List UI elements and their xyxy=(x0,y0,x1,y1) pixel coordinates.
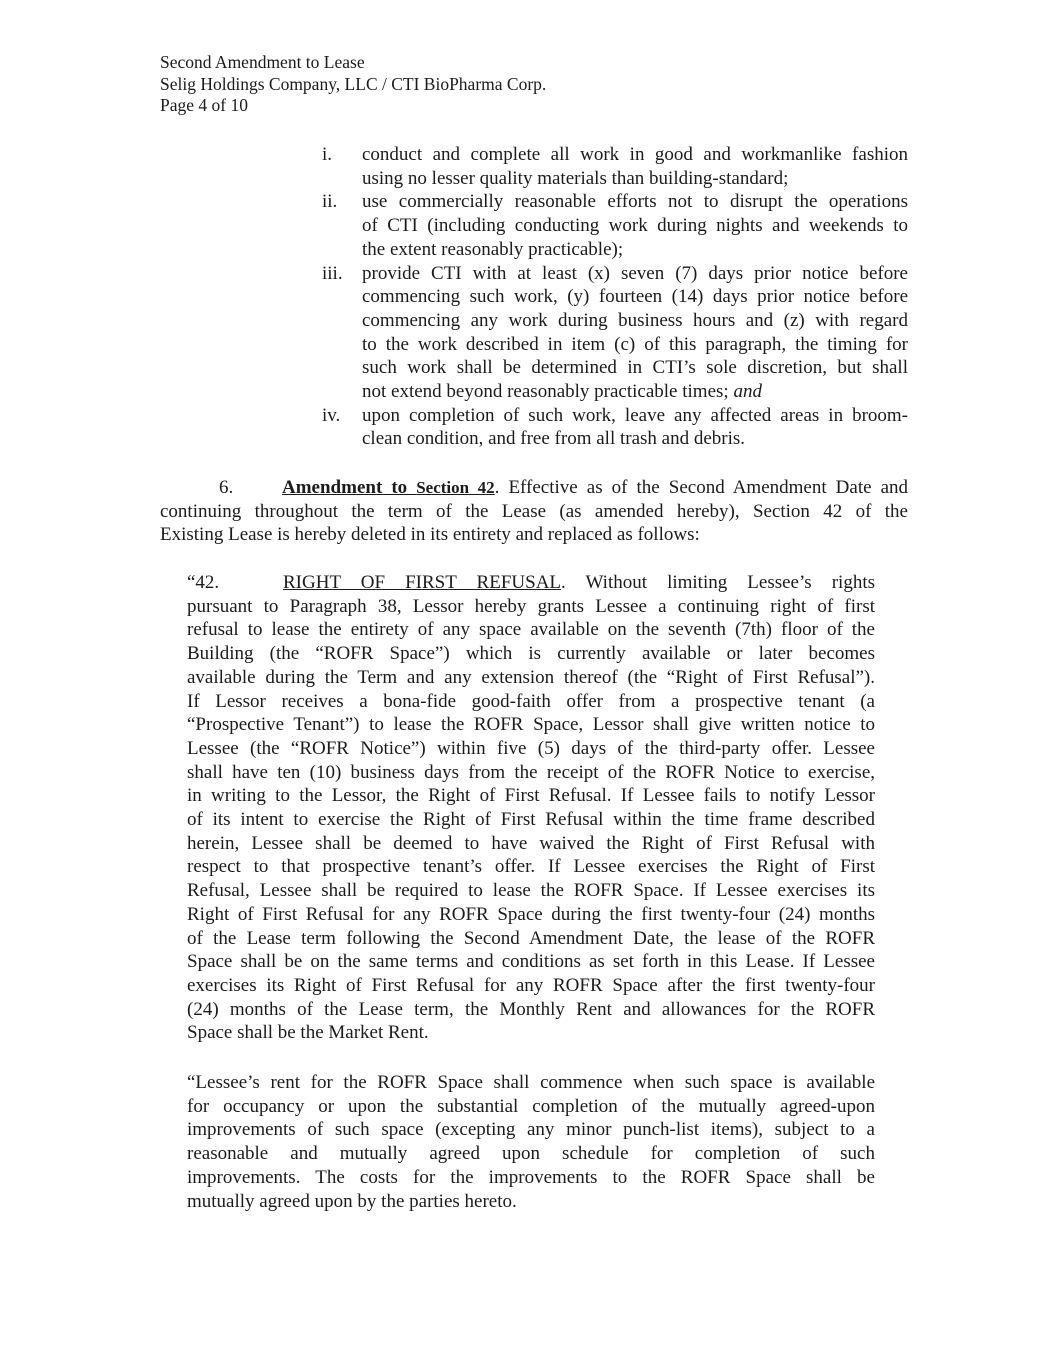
list-item-line: the extent reasonably practicable); xyxy=(362,238,624,260)
rent-paragraph-line: improvements of such space (excepting any minor punch-list items), subject to a xyxy=(187,1119,875,1141)
section-42-line: Refusal, Lessee shall be required to lease the ROFR Space. If Lessee exercises its xyxy=(187,880,875,902)
list-item-line: use commercially reasonable efforts not to disrupt the operations xyxy=(362,191,908,213)
list-item xyxy=(300,190,908,261)
section-42-first-line-rest: Without limiting Lessee’s rights xyxy=(585,572,875,593)
list-item-line: upon completion of such work, leave any affected areas in broom- xyxy=(362,404,908,426)
header-title: Second Amendment to Lease xyxy=(160,52,365,72)
list-item-line: clean condition, and free from all trash and debris. xyxy=(362,428,746,450)
italic-conjunction: and xyxy=(733,381,762,403)
list-item-line: commencing such work, (y) fourteen (14) days prior notice before xyxy=(362,286,908,308)
section-42-line: exercises its Right of First Refusal for any ROFR Space after the first twenty-four xyxy=(187,974,875,996)
header-parties: Selig Holdings Company, LLC / CTI BioPharma Corp. xyxy=(160,73,547,94)
section-42-line: herein, Lessee shall be deemed to have waived the Right of First Refusal with xyxy=(187,832,875,854)
section-42-line: Lessee (the “ROFR Notice”) within five (5) days of the third-party offer. Lessee xyxy=(187,737,875,759)
rent-paragraph-line: mutually agreed upon by the parties hereto. xyxy=(187,1190,517,1212)
section-42-line: of its intent to exercise the Right of First Refusal within the time frame described xyxy=(187,809,875,831)
list-marker: iii. xyxy=(322,262,343,284)
rent-paragraph-line: reasonable and mutually agreed upon schedule for completion of such xyxy=(187,1143,875,1165)
list-item-line: to the work described in item (c) of this paragraph, the timing for xyxy=(362,333,908,355)
list-item-line: provide CTI with at least (x) seven (7) days prior notice before xyxy=(362,262,908,284)
section-heading-period: . xyxy=(494,477,500,498)
section-42-rent-paragraph xyxy=(187,1071,875,1213)
section-42-title: RIGHT OF FIRST REFUSAL xyxy=(283,572,562,593)
section-6-line: Existing Lease is hereby deleted in its entirety and replaced as follows: xyxy=(160,524,700,546)
section-42-line: available during the Term and any extension thereof (the “Right of First Refusal”). xyxy=(187,666,875,688)
section-42-line: If Lessor receives a bona-fide good-faith offer from a prospective tenant (a xyxy=(187,690,875,712)
section-number: 6. xyxy=(219,477,234,498)
section-42-line: of the Lease term following the Second Amendment Date, the lease of the ROFR xyxy=(187,927,875,949)
list-item-line: commencing any work during business hours and (z) with regard xyxy=(362,309,908,331)
rent-paragraph-line: improvements. The costs for the improvements to the ROFR Space shall be xyxy=(187,1166,875,1188)
section-42-number: “42. xyxy=(187,572,220,593)
section-42-line: Right of First Refusal for any ROFR Space during the first twenty-four (24) months xyxy=(187,903,875,925)
section-42-title-period: . xyxy=(561,572,566,593)
section-42-line: Building (the “ROFR Space”) which is currently available or later becomes xyxy=(187,643,875,665)
section-42-paragraph xyxy=(187,571,875,1045)
section-6-paragraph xyxy=(160,476,908,547)
section-42-line: Space shall be on the same terms and conditions as set forth in this Lease. If Lessee xyxy=(187,951,875,973)
section-42-line: Space shall be the Market Rent. xyxy=(187,1022,429,1044)
work-conditions-list xyxy=(300,143,908,451)
section-42-line: refusal to lease the entirety of any space available on the seventh (7th) floor of the xyxy=(187,619,875,641)
list-item-line-final xyxy=(362,380,908,404)
list-item xyxy=(300,404,908,451)
rent-paragraph-line: for occupancy or upon the substantial completion of the mutually agreed-upon xyxy=(187,1095,875,1117)
section-42-line: (24) months of the Lease term, the Monthly Rent and allowances for the ROFR xyxy=(187,998,875,1020)
page-header xyxy=(160,52,546,117)
section-heading xyxy=(282,477,495,498)
list-item xyxy=(300,262,908,404)
section-42-line: respect to that prospective tenant’s offer. If Lessee exercises the Right of First xyxy=(187,856,875,878)
header-page-number: Page 4 of 10 xyxy=(160,95,248,115)
list-item-line: using no lesser quality materials than building-standard; xyxy=(362,167,789,189)
list-item-line: such work shall be determined in CTI’s sole discretion, but shall xyxy=(362,357,908,379)
section-heading-main: Amendment to xyxy=(282,477,417,498)
list-item-line-text: not extend beyond reasonably practicable times; xyxy=(362,381,729,403)
section-42-line: pursuant to Paragraph 38, Lessor hereby grants Lessee a continuing right of first xyxy=(187,595,875,617)
rent-paragraph-line: “Lessee’s rent for the ROFR Space shall commence when such space is available xyxy=(187,1072,875,1093)
list-item-line: conduct and complete all work in good and workmanlike fashion xyxy=(362,144,908,165)
list-item-line: of CTI (including conducting work during nights and weekends to xyxy=(362,215,908,237)
section-heading-ref: Section 42 xyxy=(416,478,495,497)
section-42-line: shall have ten (10) business days from the receipt of the ROFR Notice to exercise, xyxy=(187,761,875,783)
section-6-line xyxy=(160,476,908,500)
section-42-first-line xyxy=(187,571,875,595)
list-marker: iv. xyxy=(322,404,341,426)
list-item xyxy=(300,143,908,190)
section-42-line: “Prospective Tenant”) to lease the ROFR Space, Lessor shall give written notice to xyxy=(187,714,875,736)
section-6-line: continuing throughout the term of the Lease (as amended hereby), Section 42 of the xyxy=(160,500,908,522)
section-42-line: in writing to the Lessor, the Right of First Refusal. If Lessee fails to notify Lessor xyxy=(187,785,875,807)
list-marker: ii. xyxy=(322,191,338,213)
list-marker: i. xyxy=(322,144,333,165)
section-6-line-rest: Effective as of the Second Amendment Date and xyxy=(508,477,909,498)
